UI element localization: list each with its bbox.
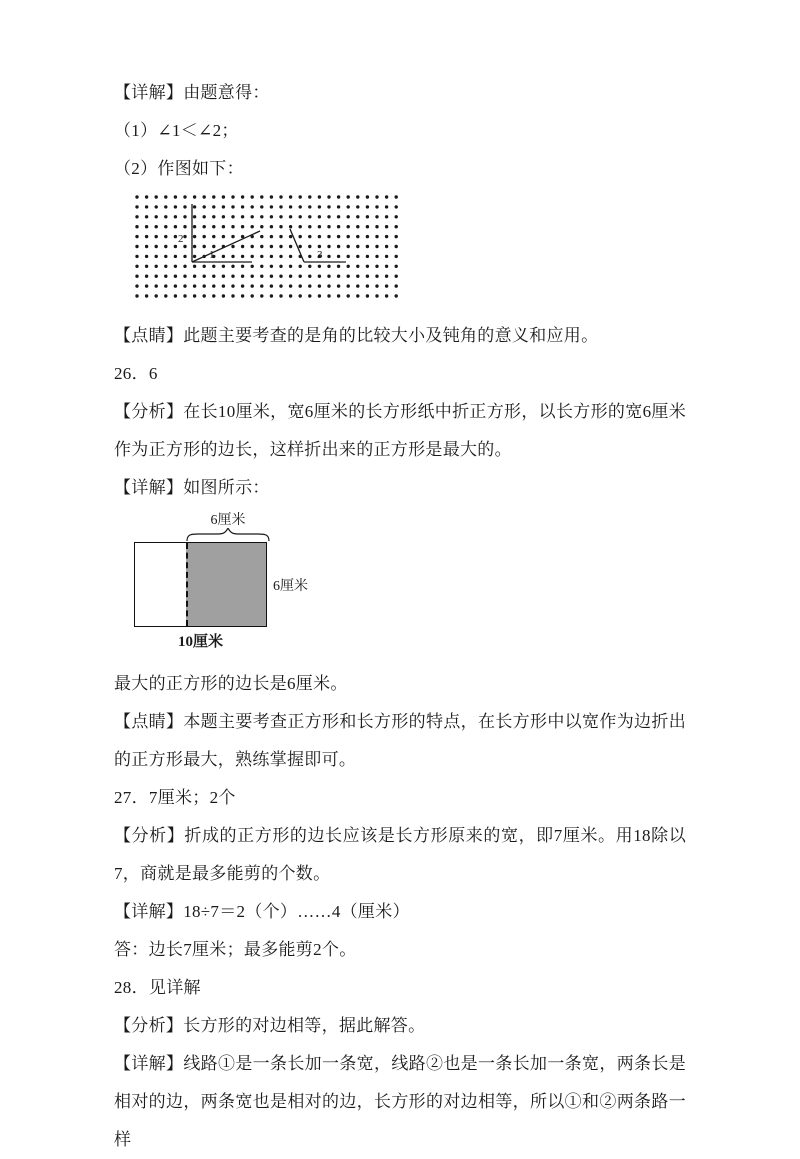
paragraph-q26-detail: 【详解】如图所示：	[114, 478, 270, 497]
angle-label-1: 1	[209, 249, 215, 261]
dot-grid-figure	[130, 190, 686, 303]
dot-grid-svg	[130, 190, 403, 303]
paragraph-q28-answer: 28．见详解	[114, 978, 201, 997]
angle-lines	[192, 204, 346, 262]
fold-rectangle-figure	[134, 509, 374, 649]
folded-square	[186, 543, 266, 626]
paragraph-detail-intro: 【详解】由题意得：	[114, 83, 270, 102]
paragraph-q28-analysis: 【分析】长方形的对边相等，据此解答。	[114, 1016, 426, 1035]
square-side-top-label: 6厘米	[210, 513, 246, 528]
paragraph-answer-2: （2）作图如下：	[114, 159, 244, 178]
paragraph-q27-analysis: 【分析】折成的正方形的边长应该是长方形原来的宽，即7厘米。用18除以7，商就是最多能剪的个数。	[114, 826, 686, 883]
paragraph-q27-conclusion: 答：边长7厘米；最多能剪2个。	[114, 940, 357, 959]
paragraph-q27-answer: 27．7厘米；2个	[114, 788, 236, 807]
paragraph-answer-1: （1）∠1＜∠2；	[114, 121, 239, 140]
paragraph-q26-answer: 26．6	[114, 364, 158, 383]
square-side-right-label: 6厘米	[273, 579, 308, 594]
angle-label-3: 3	[317, 249, 323, 261]
paragraph-q28-detail: 【详解】线路①是一条长加一条宽，线路②也是一条长加一条宽，两条长是相对的边，两条宽也是相对的边，长方形的对边相等，所以①和②两条路一样	[114, 1054, 686, 1149]
rectangle-outline	[134, 542, 267, 627]
brace-icon	[186, 528, 270, 542]
paragraph-key-point-2: 【点睛】本题主要考查正方形和长方形的特点，在长方形中以宽作为边折出的正方形最大，熟练掌握即可。	[114, 712, 686, 769]
paragraph-key-point-1: 【点睛】此题主要考查的是角的比较大小及钝角的意义和应用。	[114, 326, 599, 345]
rect-length-label: 10厘米	[177, 634, 223, 650]
paragraph-q26-analysis: 【分析】在长10厘米，宽6厘米的长方形纸中折正方形，以长方形的宽6厘米作为正方形的边长，这样折出来的正方形是最大的。	[114, 402, 686, 459]
dot-grid-dots	[135, 195, 398, 297]
paragraph-q27-detail: 【详解】18÷7＝2（个）……4（厘米）	[114, 902, 410, 921]
angle-label-2: 2	[178, 233, 184, 245]
paragraph-q26-conclusion: 最大的正方形的边长是6厘米。	[114, 674, 348, 693]
